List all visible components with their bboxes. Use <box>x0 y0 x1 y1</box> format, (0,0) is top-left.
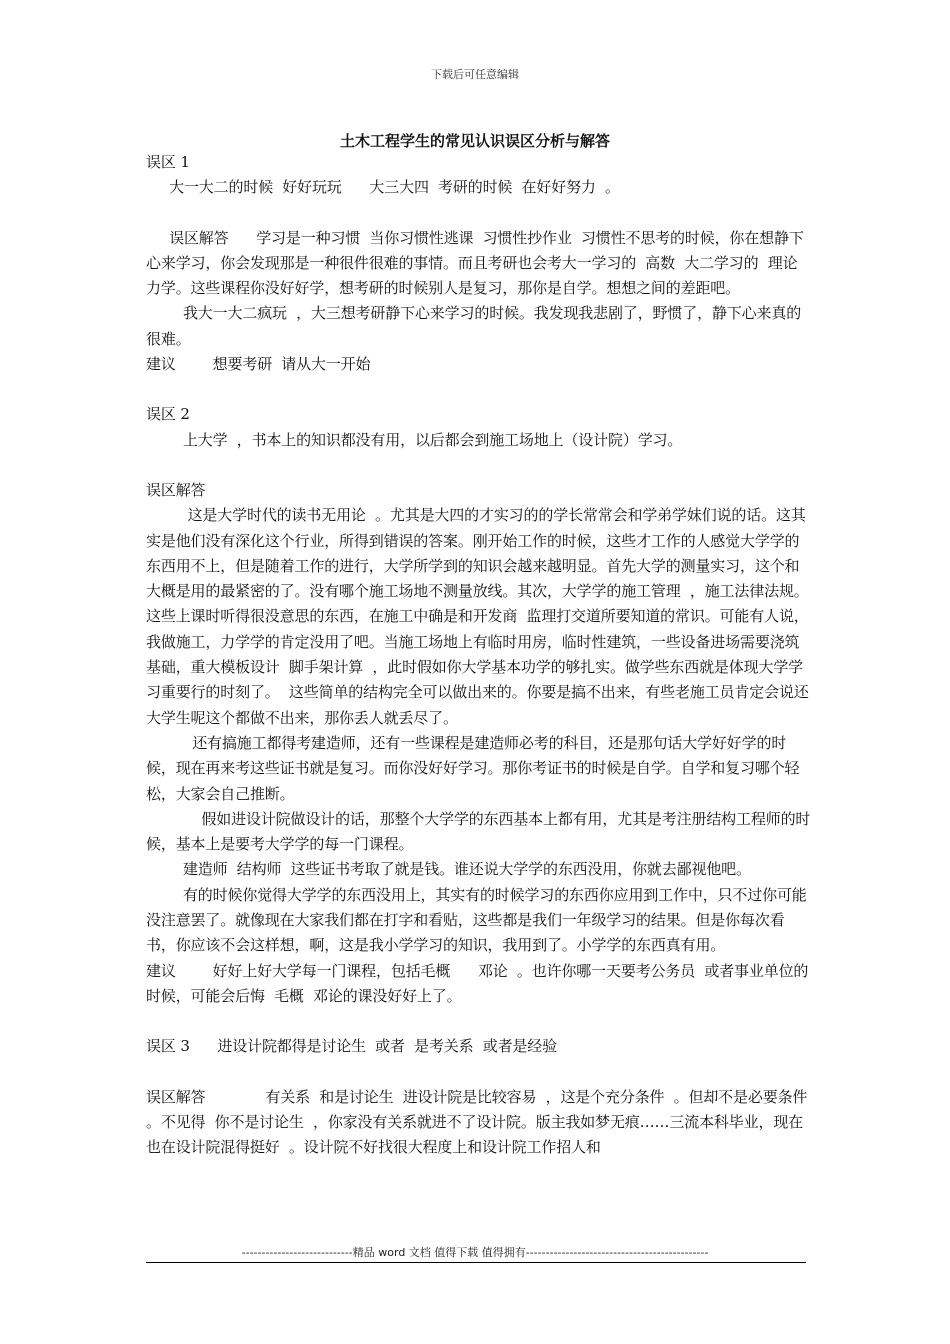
section2-answer-heading: 误区解答 <box>146 480 206 499</box>
section2-paragraph-4: 建造师 结构师 这些证书考取了就是钱。谁还说大学学的东西没用，你就去鄙视他吧。 <box>146 860 751 879</box>
section3-heading: 误区 3 进设计院都得是讨论生 或者 是考关系 或者是经验 <box>146 1037 557 1056</box>
section1-advice: 建议 想要考研 请从大一开始 <box>146 355 371 374</box>
section2-paragraph-2: 还有搞施工都得考建造师，还有一些课程是建造师必考的科目，还是那句话大学好好学的时候，现在再来考这些证书就是复习。而你没好好学习。那你考证书的时候是自学。自学和复习哪个轻松，大家会自己推断。 <box>146 733 800 803</box>
document-body <box>146 150 817 1160</box>
section1-answer-1: 误区解答 学习是一种习惯 当你习惯性逃课 习惯性抄作业 习惯性不思考的时候，你在想静下心来学习，你会发现那是一种很件很难的事情。而且考研也会考大一学习的 高数 大二学习的 理论力学。这些课程你没好好学，想考研的时候别人是复习，那你是自学。想想之间的差距吧。 <box>146 228 804 298</box>
footer-divider <box>146 1262 806 1263</box>
section2-myth: 上大学 ，书本上的知识都没有用，以后都会到施工场地上（设计院）学习。 <box>146 430 683 449</box>
page-header: 下载后可任意编辑 <box>431 68 519 81</box>
section3-answer: 误区解答 有关系 和是讨论生 进设计院是比较容易 ，这是个充分条件 。但却不是必要条件 。不见得 你不是讨论生 ，你家没有关系就进不了设计院。版主我如梦无痕……三流本科毕业，现在也在设计院混得挺好 。设计院不好找很大程度上和设计院工作招人和 <box>146 1087 817 1157</box>
section1-myth: 大一大二的时候 好好玩玩 大三大四 考研的时候 在好好努力 。 <box>146 178 620 197</box>
section2-advice: 建议 好好上好大学每一门课程，包括毛概 邓论 。也许你哪一天要考公务员 或者事业单位的时候，可能会后悔 毛概 邓论的课没好好上了。 <box>146 961 809 1005</box>
section2-paragraph-5: 有的时候你觉得大学学的东西没用上，其实有的时候学习的东西你应用到工作中，只不过你可能没注意罢了。就像现在大家我们都在打字和看贴，这些都是我们一年级学习的结果。但是你每次看书，你应该不会这样想，啊，这是我小学学习的知识，我用到了。小学学的东西真有用。 <box>146 885 807 955</box>
section1-answer-2: 我大一大二疯玩 ，大三想考研静下心来学习的时候。我发现我悲剧了，野惯了，静下心来真的很难。 <box>146 304 802 348</box>
document-title: 土木工程学生的常见认识误区分析与解答 <box>339 132 610 150</box>
section2-paragraph-3: 假如进设计院做设计的话，那整个大学学的东西基本上都有用，尤其是考注册结构工程师的时候，基本上是要考大学学的每一门课程。 <box>146 809 811 854</box>
page-footer: ----------------------------精品 word 文档 值得下载 值得拥有---------------------------------------------- <box>241 1246 709 1259</box>
section1-heading: 误区 1 <box>146 153 190 171</box>
section2-heading: 误区 2 <box>146 405 190 424</box>
section2-paragraph-1: 这是大学时代的读书无用论 。尤其是大四的才实习的的学长常常会和学弟学妹们说的话。这其实是他们没有深化这个行业，所得到错误的答案。刚开始工作的时候，这些才工作的人感觉大学学的东西用不上，但是随着工作的进行，大学所学到的知识会越来越明显。首先大学的测量实习，这个和大概是用的最紧密的了。没有哪个施工场地不测量放线。其次，大学学的施工管理 ，施工法律法规。这些上课时听得很没意思的东西，在施工中确是和开发商 监理打交道所要知道的常识。可能有人说，我做施工，力学学的肯定没用了吧。当施工场地上有临时用房，临时性建筑，一些设备进场需要浇筑基础，重大模板设计 脚手架计算 ，此时假如你大学基本功学的够扎实。做学些东西就是体现大学学习重要行的时刻了。 这些简单的结构完全可以做出来的。你要是搞不出来，有些老施工员肯定会说还大学生呢这个都做不出来，那你丢人就丢尽了。 <box>146 506 809 727</box>
